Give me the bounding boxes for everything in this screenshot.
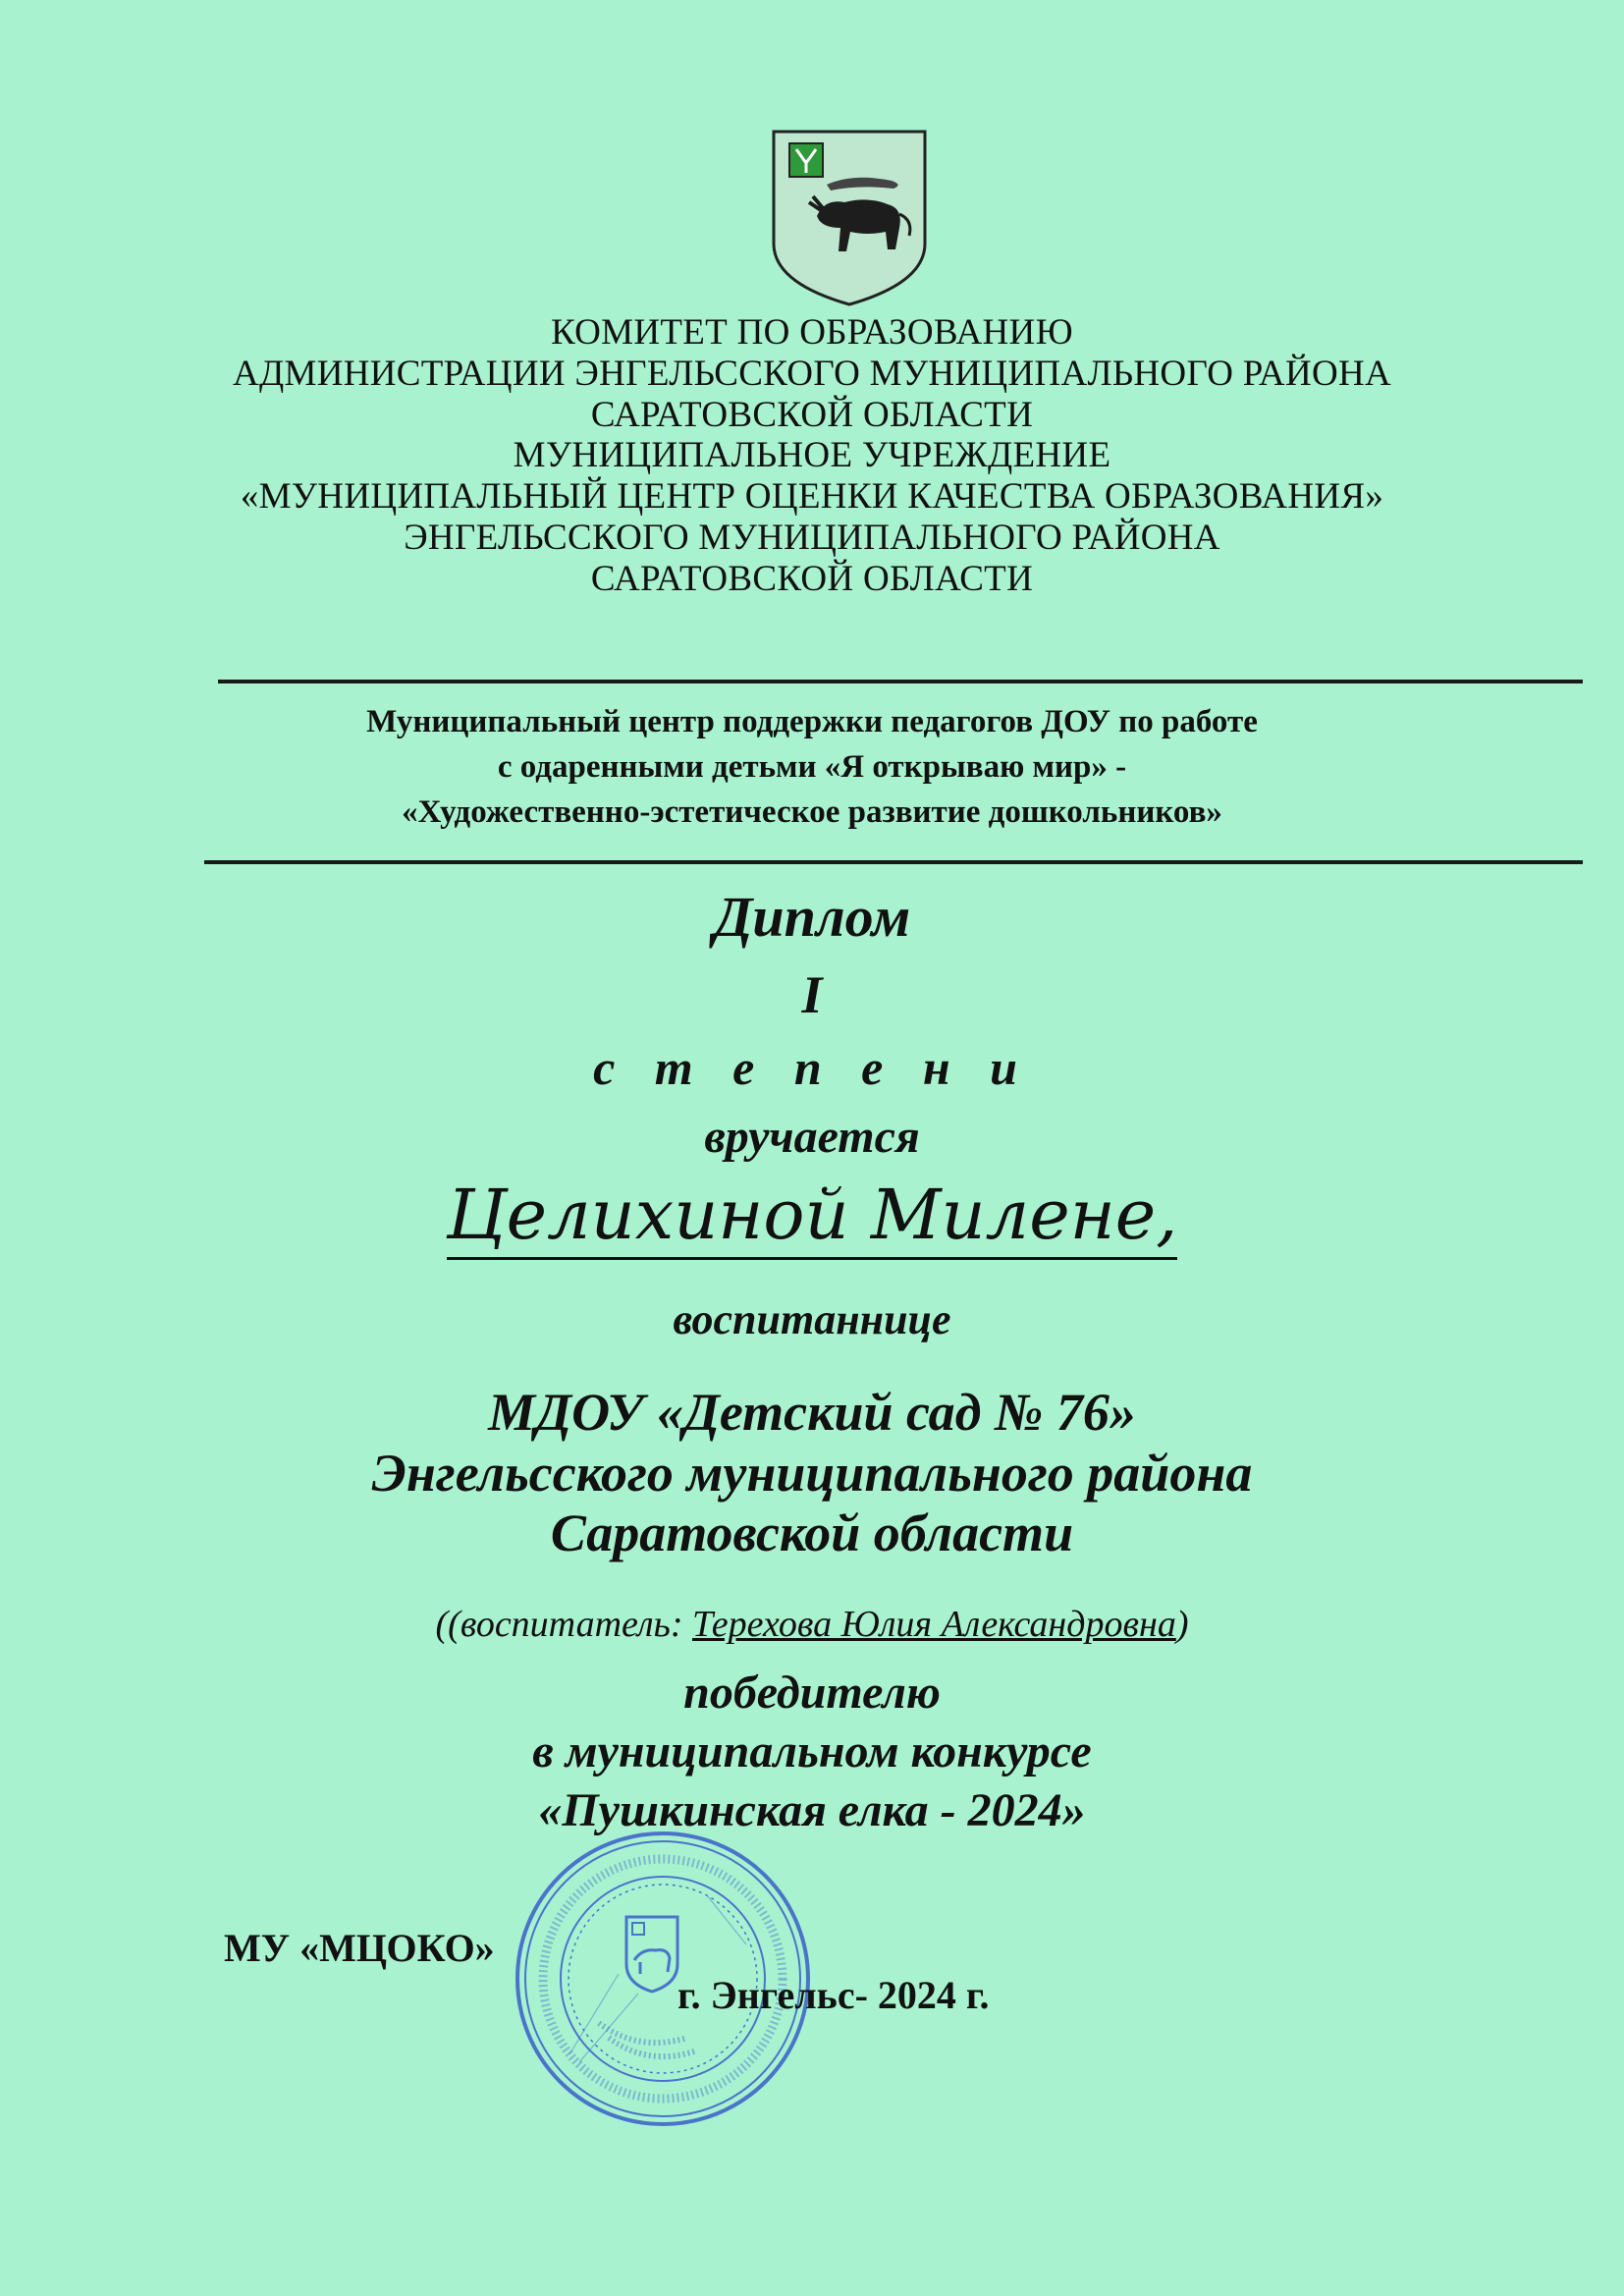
header-line: «МУНИЦИПАЛЬНЫЙ ЦЕНТР ОЦЕНКИ КАЧЕСТВА ОБРАЗОВАНИЯ»	[240, 476, 1384, 518]
diploma-title: Диплом	[713, 885, 911, 949]
winner-block	[0, 1664, 1624, 1840]
institution	[0, 1383, 1624, 1564]
coat-of-arms-icon	[766, 126, 933, 308]
recipient-role: воспитаннице	[673, 1295, 951, 1343]
divider-bottom	[204, 860, 1583, 864]
recipient-name	[0, 1175, 1624, 1255]
teacher-suffix: )	[1175, 1604, 1189, 1645]
issuer-header	[0, 312, 1624, 600]
divider-top	[218, 680, 1583, 683]
diploma-degree: I	[801, 965, 823, 1024]
center-description	[0, 699, 1624, 836]
diploma-degree-word: с т е п е н и	[593, 1040, 1031, 1095]
issuer-signature: МУ «МЦОКО»	[224, 1926, 495, 1970]
institution-line: Энгельсского муниципального района	[371, 1443, 1253, 1503]
place-date: г. Энгельс- 2024 г.	[677, 1973, 990, 2017]
header-line: САРАТОВСКОЙ ОБЛАСТИ	[590, 558, 1034, 599]
teacher-name: Терехова Юлия Александровна	[691, 1604, 1176, 1645]
winner-line: «Пушкинская елка - 2024»	[538, 1784, 1086, 1836]
header-line: МУНИЦИПАЛЬНОЕ УЧРЕЖДЕНИЕ	[513, 435, 1111, 476]
teacher-prefix: ((воспитатель:	[435, 1604, 692, 1645]
recipient-name-text: Целихиной Милене,	[447, 1175, 1178, 1260]
teacher-line	[0, 1603, 1624, 1646]
awarded-text: вручается	[704, 1111, 920, 1163]
center-line: Муниципальный центр поддержки педагогов ДОУ по работе	[366, 704, 1258, 739]
header-line: КОМИТЕТ ПО ОБРАЗОВАНИЮ	[551, 312, 1073, 353]
header-line: ЭНГЕЛЬССКОГО МУНИЦИПАЛЬНОГО РАЙОНА	[404, 517, 1220, 558]
winner-line: победителю	[683, 1667, 941, 1719]
header-line: АДМИНИСТРАЦИИ ЭНГЕЛЬССКОГО МУНИЦИПАЛЬНОГО РАЙОНА	[232, 353, 1392, 394]
center-line: «Художественно-эстетическое развитие дошкольников»	[402, 794, 1222, 831]
header-line: САРАТОВСКОЙ ОБЛАСТИ	[590, 394, 1034, 435]
institution-line: МДОУ «Детский сад № 76»	[488, 1383, 1136, 1442]
winner-line: в муниципальном конкурсе	[532, 1725, 1092, 1777]
institution-line: Саратовской области	[550, 1503, 1074, 1563]
center-line: с одаренными детьми «Я открываю мир» -	[497, 749, 1127, 786]
